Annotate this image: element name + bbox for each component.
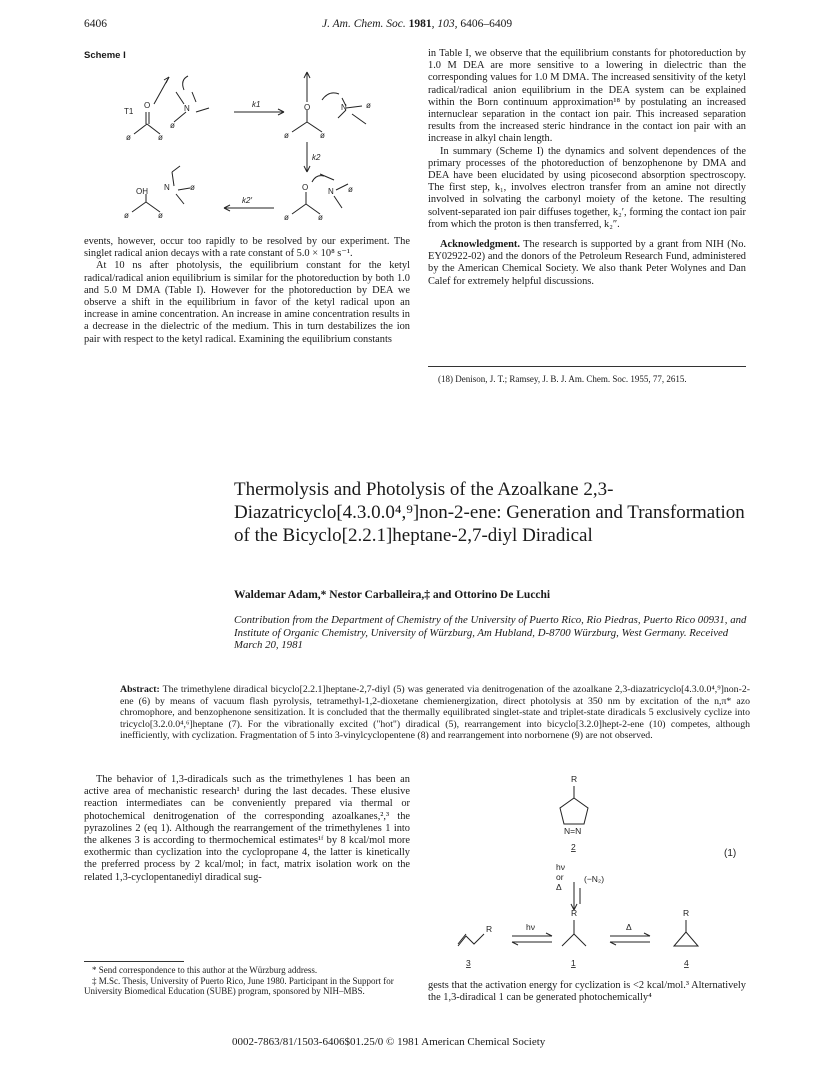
svg-text:ø: ø — [124, 211, 129, 220]
abstract-text: The trimethylene diradical bicyclo[2.2.1]heptane-2,7-diyl (5) was generated via denitrogenation of the azoalkane 2,3-diazatricyclo[4.3.0.0⁴,⁹]non-2-ene (6) by means of vacuum flash pyrolysis, tetramethyl-1,2-dioxetane chemienergization, direct photolysis at 350 nm by excitation of the n,π* azo chromophore, and benzophenone sensitization. It is concluded that the thermally equilibrated singlet-state and triplet-state diradicals 5 exclusively cyclize into tricyclo[3.2.0.0⁴,⁶]heptane (7). For the vibrationally excited ("hot") diradical (5), rearrangement into bicyclo[3.2.0]hept-2-ene (10) competes, although inefficiently, with cyclization. Fragmentation of 5 into 3-vinylcyclopentene (8) and rearrangement into norbornene (9) are not observed. — [120, 684, 750, 742]
acknowledgment-text: The research is supported by a grant from NIH (No. EY02922-02) and the donors of the Petroleum Research Fund, administered by the American Chemical Society. We also thank Peter Wolynes and Dan Calef for extremely helpful discussions. — [428, 239, 746, 287]
svg-text:ø: ø — [284, 131, 289, 140]
reference-18: (18) Denison, J. T.; Ramsey, J. B. J. Am. Chem. Soc. 1955, 77, 2615. — [438, 374, 687, 384]
left-paragraph-1: events, however, occur too rapidly to be resolved by our experiment. The singlet radical anion decays with a rate constant of 5.0 × 10⁸ s⁻¹. — [84, 236, 410, 260]
eq-hv-horizontal: hν — [526, 922, 535, 932]
journal-name: J. Am. Chem. Soc. — [322, 18, 406, 30]
left-column-upper — [84, 236, 410, 346]
svg-text:ø: ø — [318, 213, 323, 222]
journal-pages: 6406–6409 — [460, 18, 513, 30]
journal-volume: 103 — [437, 18, 455, 30]
eq-delta-horizontal: Δ — [626, 922, 632, 932]
eq-nn: N=N — [564, 826, 582, 836]
eq-label-1: 1 — [571, 958, 576, 968]
eq-r-right: R — [683, 908, 690, 918]
article-affiliation: Contribution from the Department of Chemistry of the University of Puerto Rico, Rio Piedras, Puerto Rico 00931, and Institute of Organic Chemistry, University of Würzburg, Am Hubland, D-8700 Würzburg, West Germany. Received March 20, 1981 — [234, 614, 747, 652]
footnote-divider — [84, 961, 184, 962]
svg-text:OH: OH — [136, 187, 148, 196]
page-number: 6406 — [84, 18, 107, 30]
svg-text:ø: ø — [366, 101, 371, 110]
t1-label: T1 — [124, 107, 134, 116]
svg-text:ø: ø — [126, 133, 131, 142]
abstract — [120, 684, 750, 742]
eq-label-4: 4 — [684, 958, 689, 968]
right-paragraph-2: In summary (Scheme I) the dynamics and solvent dependences of the primary processes of the photoreduction of benzophenone by DMA and DEA have been elucidated by using picosecond absorption spectroscopy. The first step, k₁, involves electron transfer from an amine not directly involved in solvating the carbonyl moiety of the ketone. The resulting solvent-separated ion pair diffuses together, k₂′, forming the contact ion pair from which the proton is then transferred, k₂″. — [428, 145, 746, 230]
eq-delta-vertical: Δ — [556, 882, 562, 892]
running-header: J. Am. Chem. Soc. 1981, 103, 6406–6409 — [322, 18, 513, 30]
body-right-paragraph: gests that the activation energy for cyclization is <2 kcal/mol.³ Alternatively the 1,3-diradical 1 can be generated photochemically⁴ — [428, 980, 746, 1004]
svg-text:ø: ø — [320, 131, 325, 140]
equation-number: (1) — [724, 848, 737, 859]
svg-text:N: N — [184, 104, 190, 113]
journal-year: 1981 — [408, 18, 432, 30]
eq-r-top: R — [571, 774, 578, 784]
eq-label-2: 2 — [571, 842, 576, 852]
eq-label-3: 3 — [466, 958, 471, 968]
svg-text:O: O — [302, 183, 309, 192]
svg-text:ø: ø — [348, 185, 353, 194]
acknowledgment — [428, 239, 746, 288]
scheme-label: Scheme I — [84, 50, 126, 61]
page-footer: 0002-7863/81/1503-6406$01.25/0 © 1981 American Chemical Society — [232, 1036, 546, 1048]
right-column-upper — [428, 48, 746, 288]
equation-1-figure — [428, 770, 748, 980]
eq-minus-n2: (−N₂) — [584, 874, 605, 884]
svg-text:ø: ø — [170, 121, 175, 130]
svg-text:ø: ø — [284, 213, 289, 222]
svg-text:N: N — [164, 183, 170, 192]
body-left-column — [84, 774, 410, 884]
article-title: Thermolysis and Photolysis of the Azoalkane 2,3-Diazatricyclo[4.3.0.0⁴,⁹]non-2-ene: Generation and Transformation of the Bicyclo[2.2.1]heptane-2,7-diyl Diradical — [234, 479, 745, 546]
footnote-dagger: ‡ M.Sc. Thesis, University of Puerto Rico, June 1980. Participant in the Support for University Biomedical Education (SUBE) program, sponsored by NIH–MBS. — [84, 975, 394, 996]
svg-text:ø: ø — [158, 133, 163, 142]
footnote-star: * Send correspondence to this author at the Würzburg address. — [92, 965, 318, 975]
eq-r-middle: R — [571, 908, 578, 918]
footnotes — [84, 965, 410, 997]
svg-text:ø: ø — [190, 183, 195, 192]
svg-text:N: N — [328, 187, 334, 196]
svg-text:N: N — [341, 103, 347, 112]
article-authors: Waldemar Adam,* Nestor Carballeira,‡ and Ottorino De Lucchi — [234, 589, 551, 601]
eq-r-left: R — [486, 924, 493, 934]
svg-text:O: O — [144, 101, 151, 110]
svg-text:ø: ø — [158, 211, 163, 220]
reference-divider — [428, 366, 746, 367]
k2-label: k2 — [312, 153, 321, 162]
svg-text:O: O — [304, 103, 311, 112]
left-paragraph-2: At 10 ns after photolysis, the equilibrium constant for the ketyl radical/radical anion equilibrium is similar for the photoreduction by both 1.0 and 5.0 M DMA (Table I). However for the photoreduction by DEA we observe a shift in the equilibrium in favor of the ketyl radical upon an increase in amine concentration. An increase in amine concentration results in a decrease in the dielectric of the medium. This in turn destabilizes the ion pair with respect to the ketyl radical. Examining the equilibrium constants — [84, 260, 410, 345]
abstract-label: Abstract: — [120, 684, 160, 695]
k2p-label: k2′ — [242, 196, 252, 205]
acknowledgment-label: Acknowledgment. — [440, 239, 520, 251]
scheme-figure — [84, 62, 414, 237]
right-paragraph-1: in Table I, we observe that the equilibrium constants for photoreduction by 1.0 M DEA are more sensitive to a lowering in dielectric than the corresponding values for 1.0 M DMA. The increased sensitivity of the ketyl radical/radical anion equilibrium in the DEA system can be explained within the Born continuum approximation¹⁸ by postulating an increased internuclear separation in the contact ion pair. This increased separation results from the increased steric hindrance in the contact ion pair with an increase in alkyl chain length. — [428, 48, 746, 145]
eq-hv-vertical: hν — [556, 862, 565, 872]
k1-label: k1 — [252, 100, 261, 109]
eq-or: or — [556, 872, 564, 882]
body-right-column — [428, 980, 746, 1004]
body-left-paragraph: The behavior of 1,3-diradicals such as the trimethylenes 1 has been an active area of mechanistic research¹ during the last decades. These elusive reaction intermediates can be conveniently prepared via thermal or photochemical denitrogenation of the corresponding azoalkanes,²,³ the pyrazolines 2 (eq 1). Although the rearrangement of the trimethylenes 1 into the alkenes 3 is according to thermochemical estimates¹ᶠ by 8 kcal/mol more exothermic than cyclization into the cyclopropane 4, the latter is kinetically the preferred process by 2 kcal/mol; in fact, matrix isolation work on the related 1,3-cyclopentanediyl diradical sug- — [84, 774, 410, 883]
